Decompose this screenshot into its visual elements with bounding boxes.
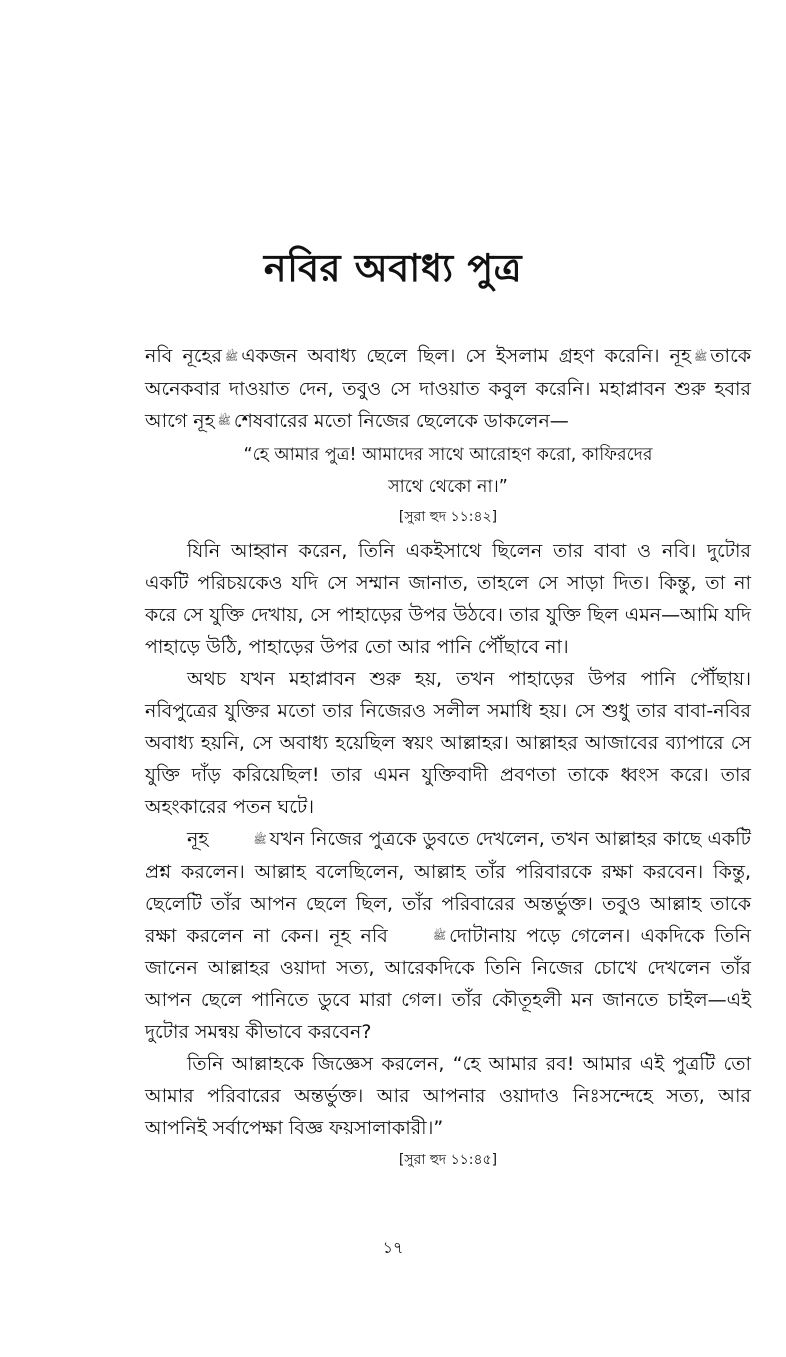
pbuh-honorific-icon: ﷺ <box>224 349 239 363</box>
pbuh-honorific-icon: ﷺ <box>253 832 267 846</box>
quote-1-reference: [সুরা হুদ ১১:৪২] <box>398 509 498 525</box>
pbuh-honorific-icon: ﷺ <box>432 929 447 942</box>
quote-1-line-2: সাথে থেকো না।” <box>388 477 508 497</box>
paragraph-1-text-a: নবি নূহের <box>145 345 222 367</box>
chapter-body <box>145 340 751 1178</box>
paragraph-4-text-c: দোটানায় পড়ে গেলেন। একদিকে তিনি জানেন আল্লাহর ওয়াদা সত্য, আরেকদিকে তিনি নিজের চোখে দেখলেন তাঁর আপন ছেলে পানিতে ডুবে মারা গেল। তাঁর কৌতূহলী মন জানতে চাইল—এই দুটোর সমন্বয় কীভাবে করবেন? <box>145 924 751 1043</box>
quote-2-reference: [সুরা হুদ ১১:৪৫] <box>398 1152 498 1168</box>
paragraph-5: তিনি আল্লাহকে জিজ্ঞেস করলেন, “হে আমার রব! আমার এই পুত্রটি তো আমার পরিবারের অন্তর্ভুক্ত। আর আপনার ওয়াদাও নিঃসন্দেহে সত্য, আর আপনিই সর্বাপেক্ষা বিজ্ঞ ফয়সালাকারী।” <box>145 1053 751 1139</box>
pbuh-honorific-icon: ﷺ <box>217 414 231 427</box>
paragraph-4 <box>145 823 751 1048</box>
quote-1-line-1: “হে আমার পুত্র! আমাদের সাথে আরোহণ করো, কাফিরদের <box>243 445 653 465</box>
paragraph-4-text-b: যখন নিজের পুত্রকে ডুবতে দেখলেন, তখন আল্লাহর কাছে একটি প্রশ্ন করলেন। আল্লাহ বলেছিলেন, আল্লাহ তাঁর পরিবারকে রক্ষা করবেন। কিন্তু, ছেলেটি তাঁর আপন ছেলে ছিল, তাঁর পরিবারের অন্তর্ভুক্ত। তবুও আল্লাহ তাকে রক্ষা করলেন না কেন। নূহ নবি <box>145 828 751 947</box>
quote-block-1 <box>145 439 751 503</box>
paragraph-1-text-c: তাকে অনেকবার দাওয়াত দেন, তবুও সে দাওয়াত কবুল করেনি। মহাপ্লাবন শুরু হবার আগে নূহ <box>145 345 751 432</box>
pbuh-honorific-icon: ﷺ <box>694 349 708 363</box>
paragraph-3: অথচ যখন মহাপ্লাবন শুরু হয়, তখন পাহাড়ের উপর পানি পৌঁছায়। নবিপুত্রের যুক্তির মতো তার নিজেরও সলীল সমাধি হয়। সে শুধু তার বাবা-নবির অবাধ্য হয়নি, সে অবাধ্য হয়েছিল স্বয়ং আল্লাহর। আল্লাহর আজাবের ব্যাপারে সে যুক্তি দাঁড় করিয়েছিল! তার এমন যুক্তিবাদী প্রবণতা তাকে ধ্বংস করে। তার অহংকারের পতন ঘটে। <box>145 668 751 818</box>
page-number: ১৭ <box>382 1238 404 1257</box>
chapter-title: নবির অবাধ্য পুত্র <box>263 246 523 290</box>
paragraph-1-text-b: একজন অবাধ্য ছেলে ছিল। সে ইসলাম গ্রহণ করেনি। নূহ <box>241 345 691 367</box>
paragraph-2: যিনি আহ্বান করেন, তিনি একইসাথে ছিলেন তার বাবা ও নবি। দুটোর একটি পরিচয়কেও যদি সে সম্মান জানাত, তাহলে সে সাড়া দিত। কিন্তু, তা না করে সে যুক্তি দেখায়, সে পাহাড়ের উপর উঠবে। তার যুক্তি ছিল এমন—আমি যদি পাহাড়ে উঠি, পাহাড়ের উপর তো আর পানি পৌঁছাবে না। <box>145 540 751 658</box>
paragraph-4-text-a: নূহ <box>187 828 209 850</box>
paragraph-1-text-d: শেষবারের মতো নিজের ছেলেকে ডাকলেন— <box>233 409 569 432</box>
paragraph-1 <box>145 340 751 437</box>
